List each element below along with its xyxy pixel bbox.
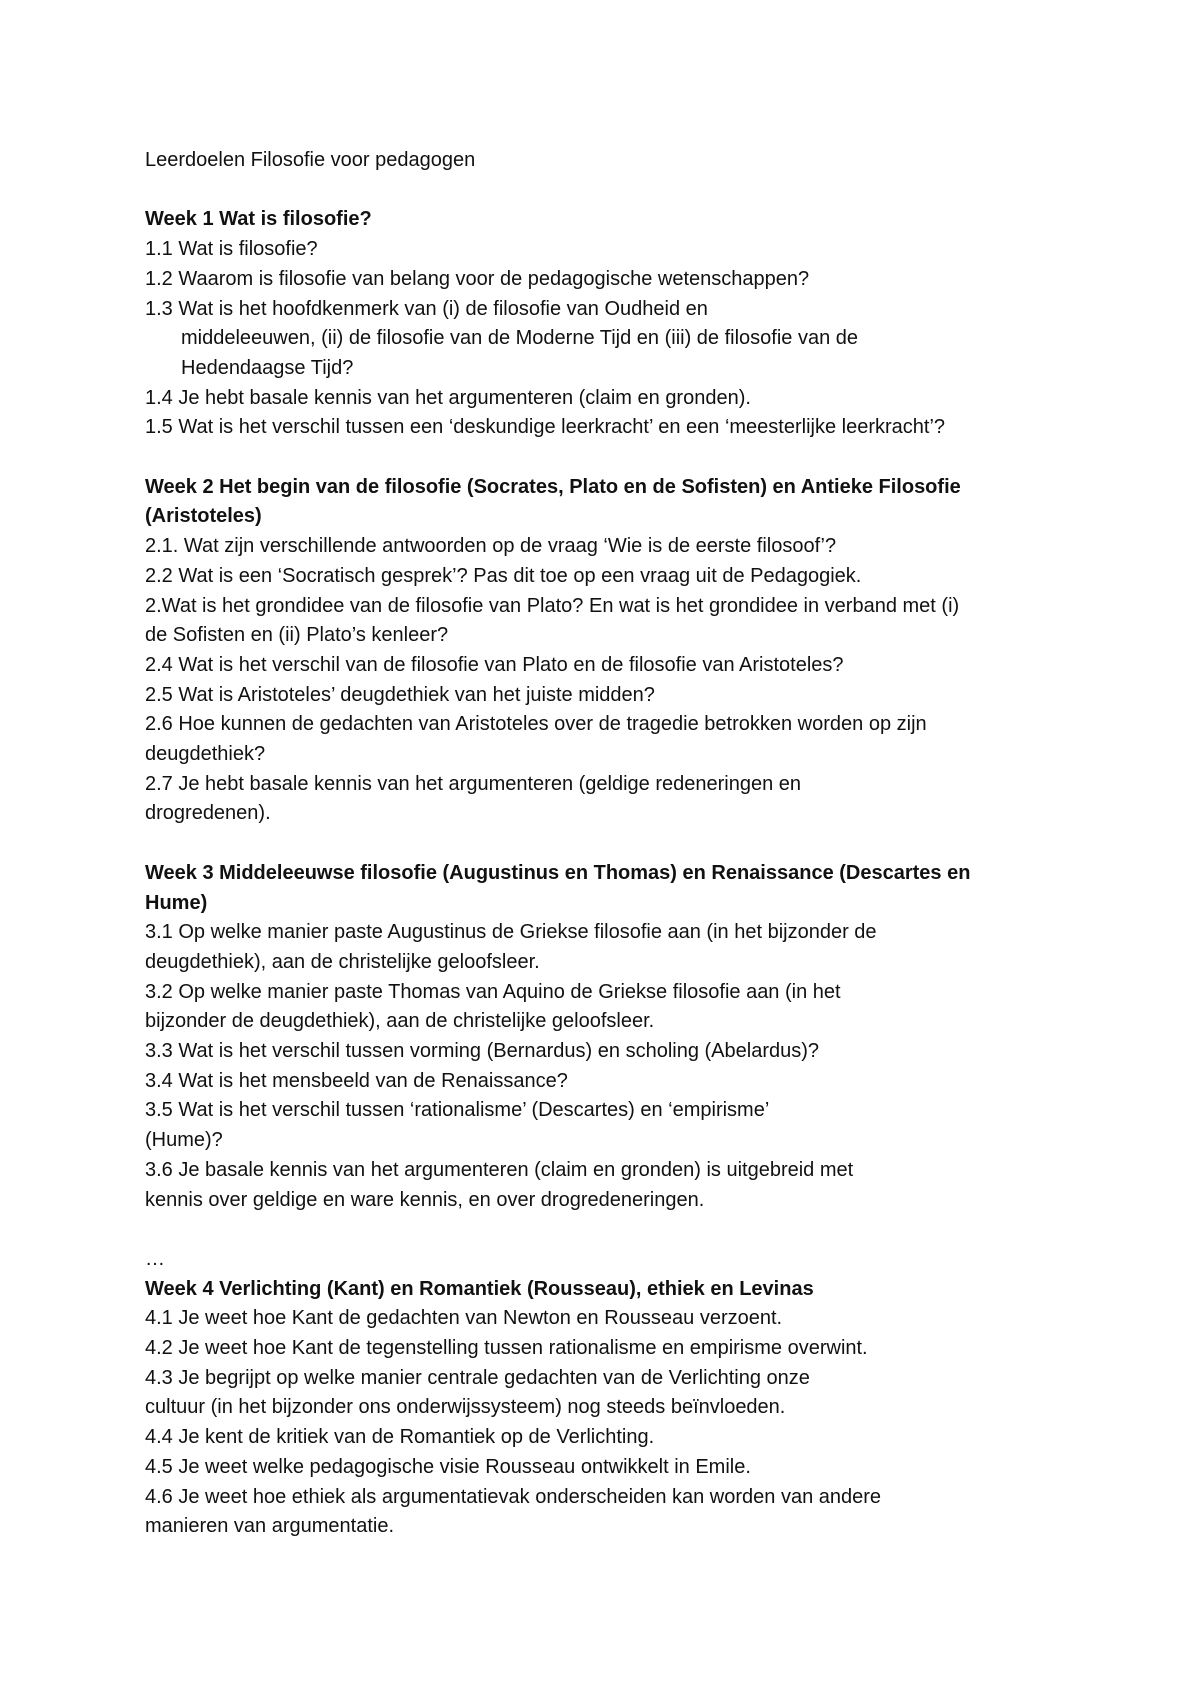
blank-line	[145, 176, 1065, 206]
objective-3-2-continued: bijzonder de deugdethiek), aan de christelijke geloofsleer.	[145, 1010, 655, 1033]
objective-3-5-continued: (Hume)?	[145, 1129, 223, 1152]
week-3-heading-continued: Hume)	[145, 891, 208, 914]
objective-3-6-continued: kennis over geldige en ware kennis, en over drogredeneringen.	[145, 1188, 705, 1211]
objective-3-4: 3.4 Wat is het mensbeeld van de Renaissance?	[145, 1069, 568, 1092]
objective-2-1: 2.1. Wat zijn verschillende antwoorden op de vraag ‘Wie is de eerste filosoof’?	[145, 535, 837, 558]
objective-2-6-continued: deugdethiek?	[145, 743, 266, 766]
objective-1-1: 1.1 Wat is filosofie?	[145, 238, 318, 261]
ellipsis-separator: …	[145, 1247, 165, 1270]
objective-4-2: 4.2 Je weet hoe Kant de tegenstelling tussen rationalisme en empirisme overwint.	[145, 1337, 868, 1360]
objective-3-2: 3.2 Op welke manier paste Thomas van Aquino de Griekse filosofie aan (in het	[145, 980, 841, 1003]
objective-2-7-continued: drogredenen).	[145, 802, 271, 825]
week-3-heading: Week 3 Middeleeuwse filosofie (Augustinus en Thomas) en Renaissance (Descartes en	[145, 861, 971, 884]
objective-2-3-continued: de Sofisten en (ii) Plato’s kenleer?	[145, 624, 449, 647]
blank-line	[145, 443, 1065, 473]
objective-4-5: 4.5 Je weet welke pedagogische visie Rousseau ontwikkelt in Emile.	[145, 1455, 751, 1478]
objective-4-6: 4.6 Je weet hoe ethiek als argumentatievak onderscheiden kan worden van andere	[145, 1485, 882, 1508]
week-2-section	[145, 473, 1065, 829]
objective-2-7: 2.7 Je hebt basale kennis van het argumenteren (geldige redeneringen en	[145, 772, 802, 795]
objective-3-1: 3.1 Op welke manier paste Augustinus de Griekse filosofie aan (in het bijzonder de	[145, 921, 877, 944]
objective-2-2: 2.2 Wat is een ‘Socratisch gesprek’? Pas dit toe op een vraag uit de Pedagogiek.	[145, 564, 862, 587]
objective-1-4: 1.4 Je hebt basale kennis van het argumenteren (claim en gronden).	[145, 386, 751, 409]
objective-2-6: 2.6 Hoe kunnen de gedachten van Aristoteles over de tragedie betrokken worden op zijn	[145, 713, 927, 736]
objective-2-4: 2.4 Wat is het verschil van de filosofie van Plato en de filosofie van Aristoteles?	[145, 653, 844, 676]
week-4-section	[145, 1275, 1065, 1542]
objective-2-5: 2.5 Wat is Aristoteles’ deugdethiek van het juiste midden?	[145, 683, 655, 706]
blank-line	[145, 1215, 1065, 1245]
week-1-section	[145, 205, 1065, 443]
objective-4-3-continued: cultuur (in het bijzonder ons onderwijssysteem) nog steeds beïnvloeden.	[145, 1396, 786, 1419]
objective-1-3: 1.3 Wat is het hoofdkenmerk van (i) de filosofie van Oudheid en	[145, 297, 708, 320]
objective-3-1-continued: deugdethiek), aan de christelijke geloofsleer.	[145, 950, 540, 973]
week-3-section	[145, 859, 1065, 1215]
objective-3-3: 3.3 Wat is het verschil tussen vorming (Bernardus) en scholing (Abelardus)?	[145, 1040, 820, 1063]
objective-1-3-continued: Hedendaagse Tijd?	[181, 356, 354, 379]
objective-4-6-continued: manieren van argumentatie.	[145, 1515, 395, 1538]
objective-4-4: 4.4 Je kent de kritiek van de Romantiek op de Verlichting.	[145, 1426, 655, 1449]
objective-1-5: 1.5 Wat is het verschil tussen een ‘deskundige leerkracht’ en een ‘meesterlijke leerkracht’?	[145, 416, 946, 439]
objective-4-1: 4.1 Je weet hoe Kant de gedachten van Newton en Rousseau verzoent.	[145, 1307, 783, 1330]
blank-line	[145, 829, 1065, 859]
document-title: Leerdoelen Filosofie voor pedagogen	[145, 149, 476, 171]
objective-3-6: 3.6 Je basale kennis van het argumenteren (claim en gronden) is uitgebreid met	[145, 1158, 854, 1181]
week-4-heading: Week 4 Verlichting (Kant) en Romantiek (Rousseau), ethiek en Levinas	[145, 1277, 814, 1300]
objective-1-3-continued: middeleeuwen, (ii) de filosofie van de Moderne Tijd en (iii) de filosofie van de	[181, 327, 859, 350]
week-2-heading: Week 2 Het begin van de filosofie (Socrates, Plato en de Sofisten) en Antieke Filosofie	[145, 475, 961, 498]
objective-3-5: 3.5 Wat is het verschil tussen ‘rationalisme’ (Descartes) en ‘empirisme’	[145, 1099, 770, 1122]
objective-1-2: 1.2 Waarom is filosofie van belang voor de pedagogische wetenschappen?	[145, 267, 810, 290]
objective-2-3: 2.Wat is het grondidee van de filosofie van Plato? En wat is het grondidee in verband met (i)	[145, 594, 960, 617]
document-page	[145, 146, 1065, 1542]
week-2-heading-continued: (Aristoteles)	[145, 505, 262, 528]
week-1-heading: Week 1 Wat is filosofie?	[145, 208, 372, 231]
objective-4-3: 4.3 Je begrijpt op welke manier centrale gedachten van de Verlichting onze	[145, 1366, 810, 1389]
